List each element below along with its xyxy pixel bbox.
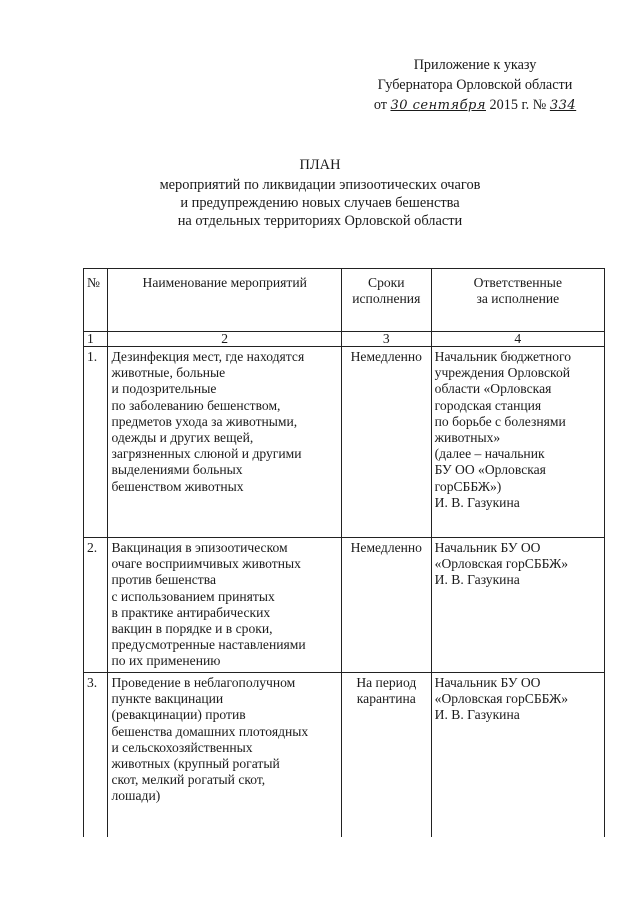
title-main: ПЛАН: [299, 157, 341, 173]
appendix-from-label: от: [373, 97, 387, 113]
handwritten-number: 334: [549, 98, 577, 113]
appendix-date-line: [330, 95, 620, 116]
row-term: На период карантина: [341, 673, 431, 838]
document-title: [120, 156, 520, 230]
appendix-line2: Губернатора Орловской области: [377, 77, 573, 93]
index-cell-4: 4: [431, 332, 604, 347]
appendix-year: 2015 г. №: [489, 97, 547, 113]
plan-table: [83, 268, 605, 837]
appendix-header: [330, 55, 620, 116]
row-responsible: Начальник бюджетного учреждения Орловской области «Орловская городская станция по борьбе с болезнями животных» (далее – начальник БУ ОО «Орловская горСББЖ») И. В. Газукина: [431, 347, 604, 538]
row-measure: Вакцинация в эпизоотическом очаге восприимчивых животных против бешенства с использованием принятых в практике антирабических вакцин в порядке и в сроки, предусмотренные наставлениями по их применению: [108, 538, 341, 673]
appendix-line1: Приложение к указу: [413, 57, 537, 73]
row-term: Немедленно: [341, 347, 431, 538]
row-measure: Дезинфекция мест, где находятся животные, больные и подозрительные по заболеванию бешенством, предметов ухода за животными, одежды и других вещей, загрязненных слюной и другими выделениями больных бешенством животных: [108, 347, 341, 538]
row-num: 2.: [84, 538, 108, 673]
index-cell-1: 1: [84, 332, 108, 347]
title-sub-2: и предупреждению новых случаев бешенства: [180, 195, 460, 211]
row-num: 3.: [84, 673, 108, 838]
table-index-row: [84, 332, 605, 347]
index-cell-2: 2: [108, 332, 341, 347]
header-term: Сроки исполнения: [341, 269, 431, 332]
row-responsible: Начальник БУ ОО «Орловская горСББЖ» И. В. Газукина: [431, 673, 604, 838]
row-measure: Проведение в неблагополучном пункте вакцинации (ревакцинации) против бешенства домашних плотоядных и сельскохозяйственных животных (крупный рогатый скот, мелкий рогатый скот, лошади): [108, 673, 341, 838]
header-num: №: [84, 269, 108, 332]
title-sub-1: мероприятий по ликвидации эпизоотических очагов: [159, 177, 481, 193]
row-responsible: Начальник БУ ОО «Орловская горСББЖ» И. В. Газукина: [431, 538, 604, 673]
header-name: Наименование мероприятий: [108, 269, 341, 332]
index-cell-3: 3: [341, 332, 431, 347]
table-row: [84, 673, 605, 838]
row-num: 1.: [84, 347, 108, 538]
table-row: [84, 538, 605, 673]
row-term: Немедленно: [341, 538, 431, 673]
header-responsible: Ответственные за исполнение: [431, 269, 604, 332]
handwritten-date: 30 сентября: [390, 98, 486, 113]
title-sub-3: на отдельных территориях Орловской области: [177, 213, 463, 229]
table-row: [84, 347, 605, 538]
table-header-row: [84, 269, 605, 332]
